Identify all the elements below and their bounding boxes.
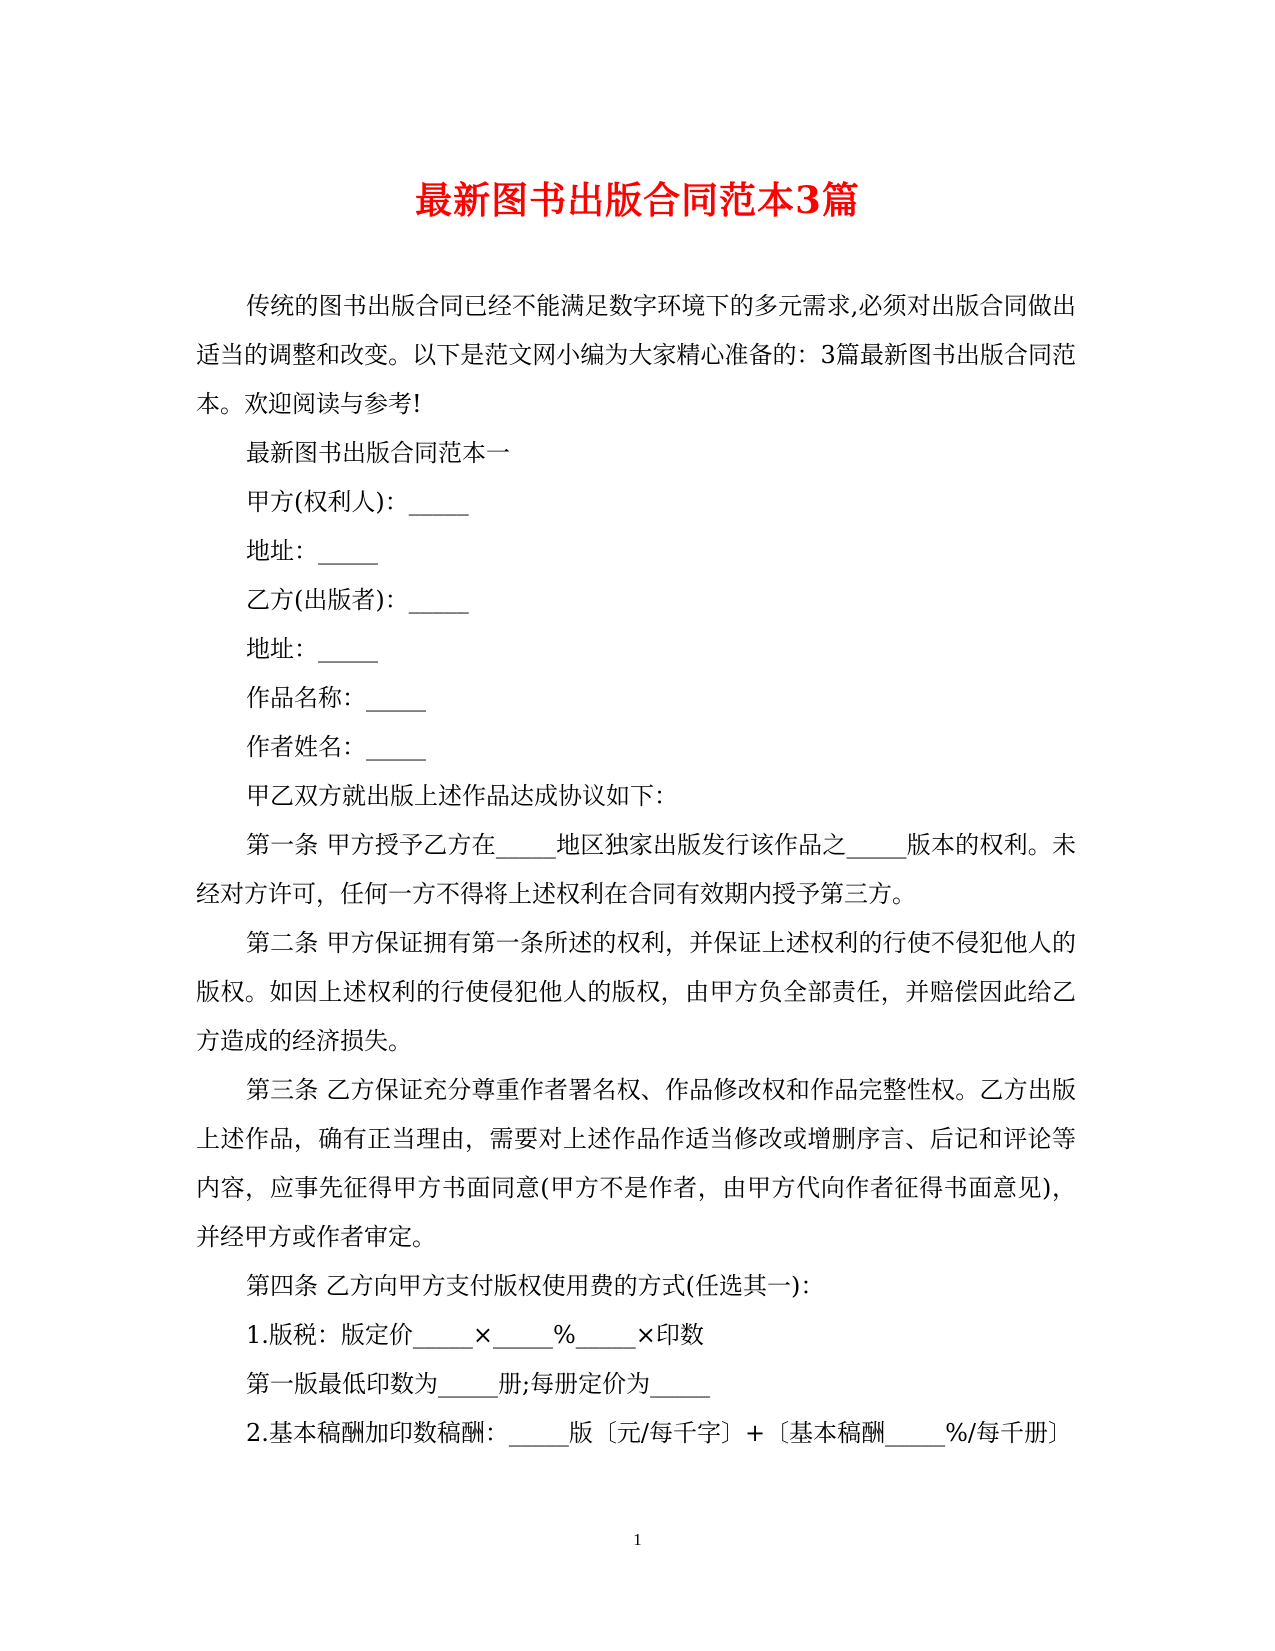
article-1: 第一条 甲方授予乙方在_____地区独家出版发行该作品之_____版本的权利。未经对方许可，任何一方不得将上述权利在合同有效期内授予第三方。 bbox=[196, 831, 1076, 908]
party-a-address-line: 地址：_____ bbox=[246, 537, 378, 565]
party-b-line: 乙方(出版者)：_____ bbox=[246, 586, 469, 614]
section-heading: 最新图书出版合同范本一 bbox=[246, 439, 510, 467]
article-4: 第四条 乙方向甲方支付版权使用费的方式(任选其一)： bbox=[246, 1272, 825, 1300]
article-3: 第三条 乙方保证充分尊重作者署名权、作品修改权和作品完整性权。乙方出版上述作品，确有正当理由，需要对上述作品作适当修改或增删序言、后记和评论等内容，应事先征得甲方书面同意(甲方不是作者，由甲方代向作者征得书面意见)，并经甲方或作者审定。 bbox=[196, 1076, 1076, 1251]
document-body bbox=[196, 282, 1076, 1458]
intro-paragraph: 传统的图书出版合同已经不能满足数字环境下的多元需求,必须对出版合同做出适当的调整和改变。以下是范文网小编为大家精心准备的：3篇最新图书出版合同范本。欢迎阅读与参考! bbox=[196, 292, 1076, 418]
party-a-line: 甲方(权利人)：_____ bbox=[246, 488, 469, 516]
party-b-address-line: 地址：_____ bbox=[246, 635, 378, 663]
agreement-intro: 甲乙双方就出版上述作品达成协议如下： bbox=[246, 782, 678, 810]
first-edition-line: 第一版最低印数为_____册;每册定价为_____ bbox=[246, 1370, 711, 1398]
document-title: 最新图书出版合同范本3篇 bbox=[415, 178, 860, 222]
article-2: 第二条 甲方保证拥有第一条所述的权利，并保证上述权利的行使不侵犯他人的版权。如因上述权利的行使侵犯他人的版权，由甲方负全部责任，并赔偿因此给乙方造成的经济损失。 bbox=[196, 929, 1076, 1055]
author-name-line: 作者姓名：_____ bbox=[246, 733, 426, 761]
page-number: 1 bbox=[633, 1530, 642, 1549]
royalty-option: 1.版税：版定价_____×_____%_____×印数 bbox=[246, 1321, 704, 1349]
base-fee-option: 2.基本稿酬加印数稿酬：_____版〔元/每千字〕+〔基本稿酬_____%/每千册〕 bbox=[246, 1419, 1072, 1447]
work-title-line: 作品名称：_____ bbox=[246, 684, 426, 712]
